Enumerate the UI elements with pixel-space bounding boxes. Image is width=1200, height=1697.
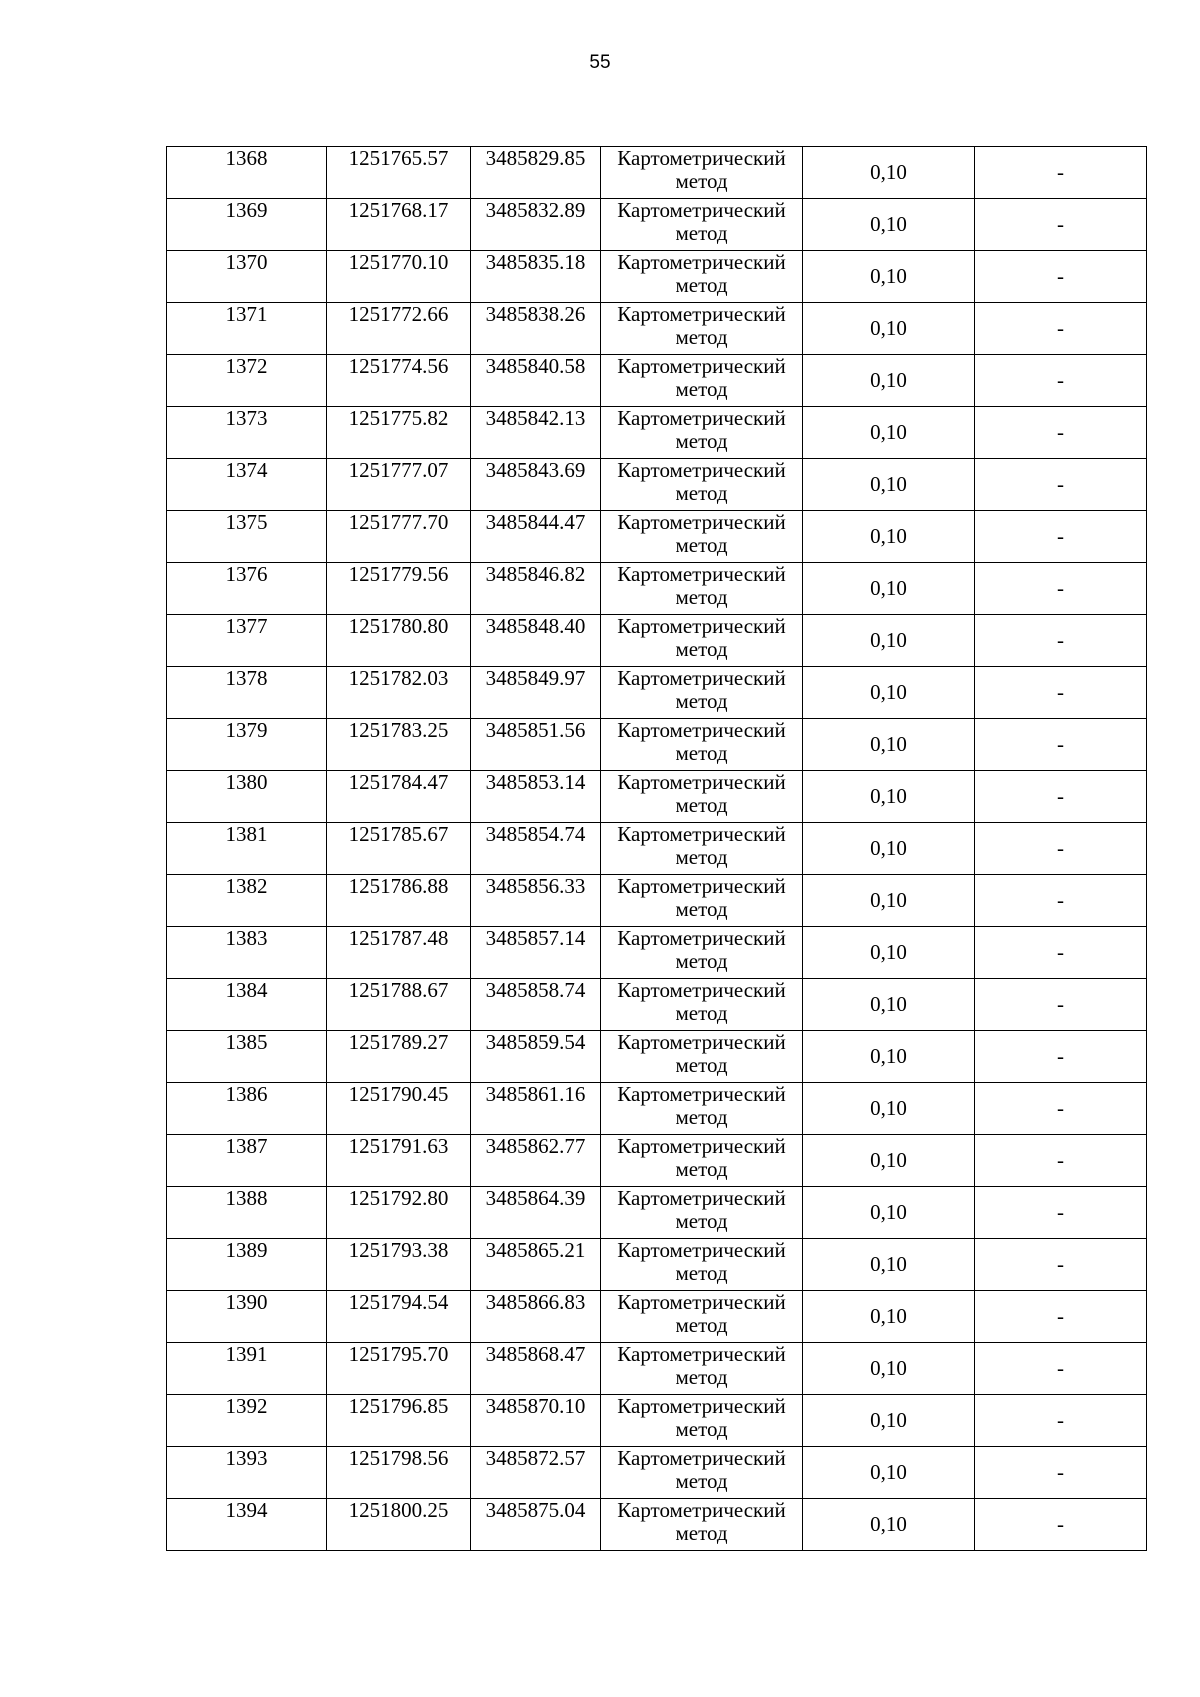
y-coordinate-cell: 3485864.39 <box>471 1187 601 1239</box>
x-coordinate-cell: 1251800.25 <box>327 1499 471 1551</box>
accuracy-cell: 0,10 <box>803 1135 975 1187</box>
method-cell <box>601 667 803 719</box>
accuracy-cell: 0,10 <box>803 511 975 563</box>
table-row <box>167 511 1147 563</box>
method-text-line: метод <box>675 637 728 662</box>
method-cell <box>601 407 803 459</box>
method-cell <box>601 615 803 667</box>
page-number: 55 <box>589 52 611 73</box>
accuracy-cell: 0,10 <box>803 927 975 979</box>
table-row <box>167 1447 1147 1499</box>
table-row <box>167 1343 1147 1395</box>
x-coordinate-cell: 1251789.27 <box>327 1031 471 1083</box>
point-number-cell: 1377 <box>167 615 327 667</box>
table-row <box>167 771 1147 823</box>
accuracy-cell: 0,10 <box>803 771 975 823</box>
table-row <box>167 407 1147 459</box>
note-cell: - <box>975 407 1147 459</box>
accuracy-cell: 0,10 <box>803 1395 975 1447</box>
note-cell: - <box>975 199 1147 251</box>
note-cell: - <box>975 1499 1147 1551</box>
method-text-line: метод <box>675 793 728 818</box>
method-text-line: Картометрический <box>617 458 786 482</box>
method-text-line: метод <box>675 585 728 610</box>
x-coordinate-cell: 1251770.10 <box>327 251 471 303</box>
method-cell <box>601 251 803 303</box>
method-text-line: метод <box>675 481 728 506</box>
x-coordinate-cell: 1251788.67 <box>327 979 471 1031</box>
accuracy-cell: 0,10 <box>803 355 975 407</box>
method-text-line: Картометрический <box>617 666 786 690</box>
method-text-line: метод <box>675 1365 728 1390</box>
y-coordinate-cell: 3485868.47 <box>471 1343 601 1395</box>
accuracy-cell: 0,10 <box>803 719 975 771</box>
method-text-line: метод <box>675 1053 728 1078</box>
table-row <box>167 147 1147 199</box>
point-number-cell: 1392 <box>167 1395 327 1447</box>
point-number-cell: 1383 <box>167 927 327 979</box>
table-row <box>167 875 1147 927</box>
table-row <box>167 303 1147 355</box>
method-cell <box>601 1239 803 1291</box>
x-coordinate-cell: 1251798.56 <box>327 1447 471 1499</box>
table-row <box>167 615 1147 667</box>
point-number-cell: 1381 <box>167 823 327 875</box>
note-cell: - <box>975 147 1147 199</box>
y-coordinate-cell: 3485856.33 <box>471 875 601 927</box>
y-coordinate-cell: 3485858.74 <box>471 979 601 1031</box>
x-coordinate-cell: 1251787.48 <box>327 927 471 979</box>
note-cell: - <box>975 771 1147 823</box>
point-number-cell: 1371 <box>167 303 327 355</box>
method-text-line: метод <box>675 949 728 974</box>
accuracy-cell: 0,10 <box>803 875 975 927</box>
accuracy-cell: 0,10 <box>803 1447 975 1499</box>
accuracy-cell: 0,10 <box>803 563 975 615</box>
table-row <box>167 355 1147 407</box>
method-text-line: метод <box>675 169 728 194</box>
method-text-line: Картометрический <box>617 1030 786 1054</box>
point-number-cell: 1373 <box>167 407 327 459</box>
method-text-line: метод <box>675 689 728 714</box>
method-cell <box>601 1031 803 1083</box>
method-cell <box>601 927 803 979</box>
note-cell: - <box>975 927 1147 979</box>
x-coordinate-cell: 1251790.45 <box>327 1083 471 1135</box>
note-cell: - <box>975 355 1147 407</box>
y-coordinate-cell: 3485844.47 <box>471 511 601 563</box>
accuracy-cell: 0,10 <box>803 1343 975 1395</box>
table-row <box>167 459 1147 511</box>
method-cell <box>601 719 803 771</box>
table-row <box>167 979 1147 1031</box>
method-text-line: Картометрический <box>617 1082 786 1106</box>
method-cell <box>601 875 803 927</box>
method-cell <box>601 1499 803 1551</box>
note-cell: - <box>975 1239 1147 1291</box>
x-coordinate-cell: 1251794.54 <box>327 1291 471 1343</box>
y-coordinate-cell: 3485851.56 <box>471 719 601 771</box>
coordinates-table <box>166 146 1147 1551</box>
method-cell <box>601 199 803 251</box>
method-text-line: метод <box>675 845 728 870</box>
method-text-line: метод <box>675 429 728 454</box>
method-text-line: Картометрический <box>617 1238 786 1262</box>
note-cell: - <box>975 1135 1147 1187</box>
point-number-cell: 1374 <box>167 459 327 511</box>
point-number-cell: 1379 <box>167 719 327 771</box>
accuracy-cell: 0,10 <box>803 979 975 1031</box>
note-cell: - <box>975 1291 1147 1343</box>
y-coordinate-cell: 3485859.54 <box>471 1031 601 1083</box>
method-cell <box>601 303 803 355</box>
method-text-line: метод <box>675 741 728 766</box>
method-cell <box>601 459 803 511</box>
note-cell: - <box>975 303 1147 355</box>
method-text-line: Картометрический <box>617 1394 786 1418</box>
method-text-line: метод <box>675 1521 728 1546</box>
x-coordinate-cell: 1251792.80 <box>327 1187 471 1239</box>
note-cell: - <box>975 251 1147 303</box>
table-row <box>167 251 1147 303</box>
method-text-line: Картометрический <box>617 1134 786 1158</box>
accuracy-cell: 0,10 <box>803 667 975 719</box>
x-coordinate-cell: 1251774.56 <box>327 355 471 407</box>
point-number-cell: 1378 <box>167 667 327 719</box>
method-cell <box>601 1447 803 1499</box>
note-cell: - <box>975 719 1147 771</box>
method-text-line: Картометрический <box>617 562 786 586</box>
method-text-line: Картометрический <box>617 614 786 638</box>
y-coordinate-cell: 3485862.77 <box>471 1135 601 1187</box>
y-coordinate-cell: 3485848.40 <box>471 615 601 667</box>
method-text-line: Картометрический <box>617 146 786 170</box>
method-text-line: метод <box>675 377 728 402</box>
method-cell <box>601 823 803 875</box>
accuracy-cell: 0,10 <box>803 199 975 251</box>
method-text-line: Картометрический <box>617 302 786 326</box>
method-cell <box>601 1343 803 1395</box>
method-cell <box>601 147 803 199</box>
method-text-line: Картометрический <box>617 978 786 1002</box>
note-cell: - <box>975 667 1147 719</box>
note-cell: - <box>975 563 1147 615</box>
method-text-line: Картометрический <box>617 1186 786 1210</box>
y-coordinate-cell: 3485853.14 <box>471 771 601 823</box>
x-coordinate-cell: 1251784.47 <box>327 771 471 823</box>
point-number-cell: 1389 <box>167 1239 327 1291</box>
x-coordinate-cell: 1251786.88 <box>327 875 471 927</box>
point-number-cell: 1375 <box>167 511 327 563</box>
x-coordinate-cell: 1251796.85 <box>327 1395 471 1447</box>
table-row <box>167 667 1147 719</box>
point-number-cell: 1372 <box>167 355 327 407</box>
point-number-cell: 1376 <box>167 563 327 615</box>
method-text-line: Картометрический <box>617 770 786 794</box>
accuracy-cell: 0,10 <box>803 1239 975 1291</box>
point-number-cell: 1368 <box>167 147 327 199</box>
x-coordinate-cell: 1251791.63 <box>327 1135 471 1187</box>
accuracy-cell: 0,10 <box>803 1031 975 1083</box>
y-coordinate-cell: 3485875.04 <box>471 1499 601 1551</box>
method-text-line: Картометрический <box>617 1446 786 1470</box>
method-cell <box>601 1187 803 1239</box>
point-number-cell: 1393 <box>167 1447 327 1499</box>
table-row <box>167 927 1147 979</box>
table-row <box>167 1083 1147 1135</box>
y-coordinate-cell: 3485838.26 <box>471 303 601 355</box>
accuracy-cell: 0,10 <box>803 615 975 667</box>
y-coordinate-cell: 3485832.89 <box>471 199 601 251</box>
x-coordinate-cell: 1251772.66 <box>327 303 471 355</box>
method-text-line: метод <box>675 1209 728 1234</box>
y-coordinate-cell: 3485846.82 <box>471 563 601 615</box>
y-coordinate-cell: 3485840.58 <box>471 355 601 407</box>
table-row <box>167 1395 1147 1447</box>
method-text-line: метод <box>675 325 728 350</box>
table-row <box>167 199 1147 251</box>
note-cell: - <box>975 459 1147 511</box>
accuracy-cell: 0,10 <box>803 303 975 355</box>
method-text-line: Картометрический <box>617 1290 786 1314</box>
note-cell: - <box>975 1343 1147 1395</box>
table-row <box>167 1499 1147 1551</box>
point-number-cell: 1382 <box>167 875 327 927</box>
point-number-cell: 1370 <box>167 251 327 303</box>
point-number-cell: 1388 <box>167 1187 327 1239</box>
table-row <box>167 563 1147 615</box>
table-row <box>167 1187 1147 1239</box>
method-text-line: метод <box>675 1105 728 1130</box>
method-text-line: метод <box>675 897 728 922</box>
point-number-cell: 1385 <box>167 1031 327 1083</box>
accuracy-cell: 0,10 <box>803 823 975 875</box>
method-cell <box>601 1135 803 1187</box>
y-coordinate-cell: 3485829.85 <box>471 147 601 199</box>
x-coordinate-cell: 1251779.56 <box>327 563 471 615</box>
x-coordinate-cell: 1251793.38 <box>327 1239 471 1291</box>
x-coordinate-cell: 1251782.03 <box>327 667 471 719</box>
x-coordinate-cell: 1251775.82 <box>327 407 471 459</box>
table-row <box>167 1135 1147 1187</box>
point-number-cell: 1394 <box>167 1499 327 1551</box>
x-coordinate-cell: 1251795.70 <box>327 1343 471 1395</box>
x-coordinate-cell: 1251777.70 <box>327 511 471 563</box>
y-coordinate-cell: 3485842.13 <box>471 407 601 459</box>
accuracy-cell: 0,10 <box>803 1187 975 1239</box>
accuracy-cell: 0,10 <box>803 1499 975 1551</box>
y-coordinate-cell: 3485857.14 <box>471 927 601 979</box>
accuracy-cell: 0,10 <box>803 459 975 511</box>
y-coordinate-cell: 3485865.21 <box>471 1239 601 1291</box>
method-text-line: Картометрический <box>617 406 786 430</box>
note-cell: - <box>975 1395 1147 1447</box>
method-text-line: метод <box>675 1469 728 1494</box>
y-coordinate-cell: 3485854.74 <box>471 823 601 875</box>
coordinates-table-body <box>167 147 1147 1551</box>
method-text-line: Картометрический <box>617 1498 786 1522</box>
x-coordinate-cell: 1251765.57 <box>327 147 471 199</box>
x-coordinate-cell: 1251768.17 <box>327 199 471 251</box>
method-text-line: метод <box>675 1157 728 1182</box>
note-cell: - <box>975 1187 1147 1239</box>
method-cell <box>601 355 803 407</box>
method-text-line: метод <box>675 1001 728 1026</box>
method-text-line: Картометрический <box>617 250 786 274</box>
x-coordinate-cell: 1251785.67 <box>327 823 471 875</box>
table-row <box>167 823 1147 875</box>
accuracy-cell: 0,10 <box>803 407 975 459</box>
x-coordinate-cell: 1251783.25 <box>327 719 471 771</box>
table-row <box>167 1291 1147 1343</box>
accuracy-cell: 0,10 <box>803 1291 975 1343</box>
point-number-cell: 1384 <box>167 979 327 1031</box>
point-number-cell: 1369 <box>167 199 327 251</box>
method-text-line: метод <box>675 1417 728 1442</box>
point-number-cell: 1380 <box>167 771 327 823</box>
accuracy-cell: 0,10 <box>803 1083 975 1135</box>
y-coordinate-cell: 3485870.10 <box>471 1395 601 1447</box>
method-cell <box>601 563 803 615</box>
y-coordinate-cell: 3485872.57 <box>471 1447 601 1499</box>
accuracy-cell: 0,10 <box>803 251 975 303</box>
point-number-cell: 1390 <box>167 1291 327 1343</box>
method-text-line: Картометрический <box>617 926 786 950</box>
note-cell: - <box>975 1083 1147 1135</box>
y-coordinate-cell: 3485835.18 <box>471 251 601 303</box>
method-text-line: метод <box>675 1261 728 1286</box>
note-cell: - <box>975 823 1147 875</box>
point-number-cell: 1386 <box>167 1083 327 1135</box>
accuracy-cell: 0,10 <box>803 147 975 199</box>
method-text-line: Картометрический <box>617 510 786 534</box>
method-text-line: метод <box>675 221 728 246</box>
point-number-cell: 1387 <box>167 1135 327 1187</box>
table-row <box>167 719 1147 771</box>
method-text-line: Картометрический <box>617 822 786 846</box>
note-cell: - <box>975 615 1147 667</box>
note-cell: - <box>975 979 1147 1031</box>
x-coordinate-cell: 1251777.07 <box>327 459 471 511</box>
y-coordinate-cell: 3485866.83 <box>471 1291 601 1343</box>
method-text-line: Картометрический <box>617 198 786 222</box>
method-text-line: метод <box>675 273 728 298</box>
method-text-line: Картометрический <box>617 718 786 742</box>
method-text-line: Картометрический <box>617 354 786 378</box>
method-cell <box>601 511 803 563</box>
method-text-line: Картометрический <box>617 874 786 898</box>
method-cell <box>601 1395 803 1447</box>
table-row <box>167 1031 1147 1083</box>
method-text-line: метод <box>675 1313 728 1338</box>
y-coordinate-cell: 3485861.16 <box>471 1083 601 1135</box>
method-text-line: Картометрический <box>617 1342 786 1366</box>
y-coordinate-cell: 3485849.97 <box>471 667 601 719</box>
y-coordinate-cell: 3485843.69 <box>471 459 601 511</box>
note-cell: - <box>975 1447 1147 1499</box>
x-coordinate-cell: 1251780.80 <box>327 615 471 667</box>
table-row <box>167 1239 1147 1291</box>
method-cell <box>601 1291 803 1343</box>
method-cell <box>601 979 803 1031</box>
note-cell: - <box>975 511 1147 563</box>
point-number-cell: 1391 <box>167 1343 327 1395</box>
method-text-line: метод <box>675 533 728 558</box>
method-cell <box>601 1083 803 1135</box>
note-cell: - <box>975 875 1147 927</box>
method-cell <box>601 771 803 823</box>
note-cell: - <box>975 1031 1147 1083</box>
